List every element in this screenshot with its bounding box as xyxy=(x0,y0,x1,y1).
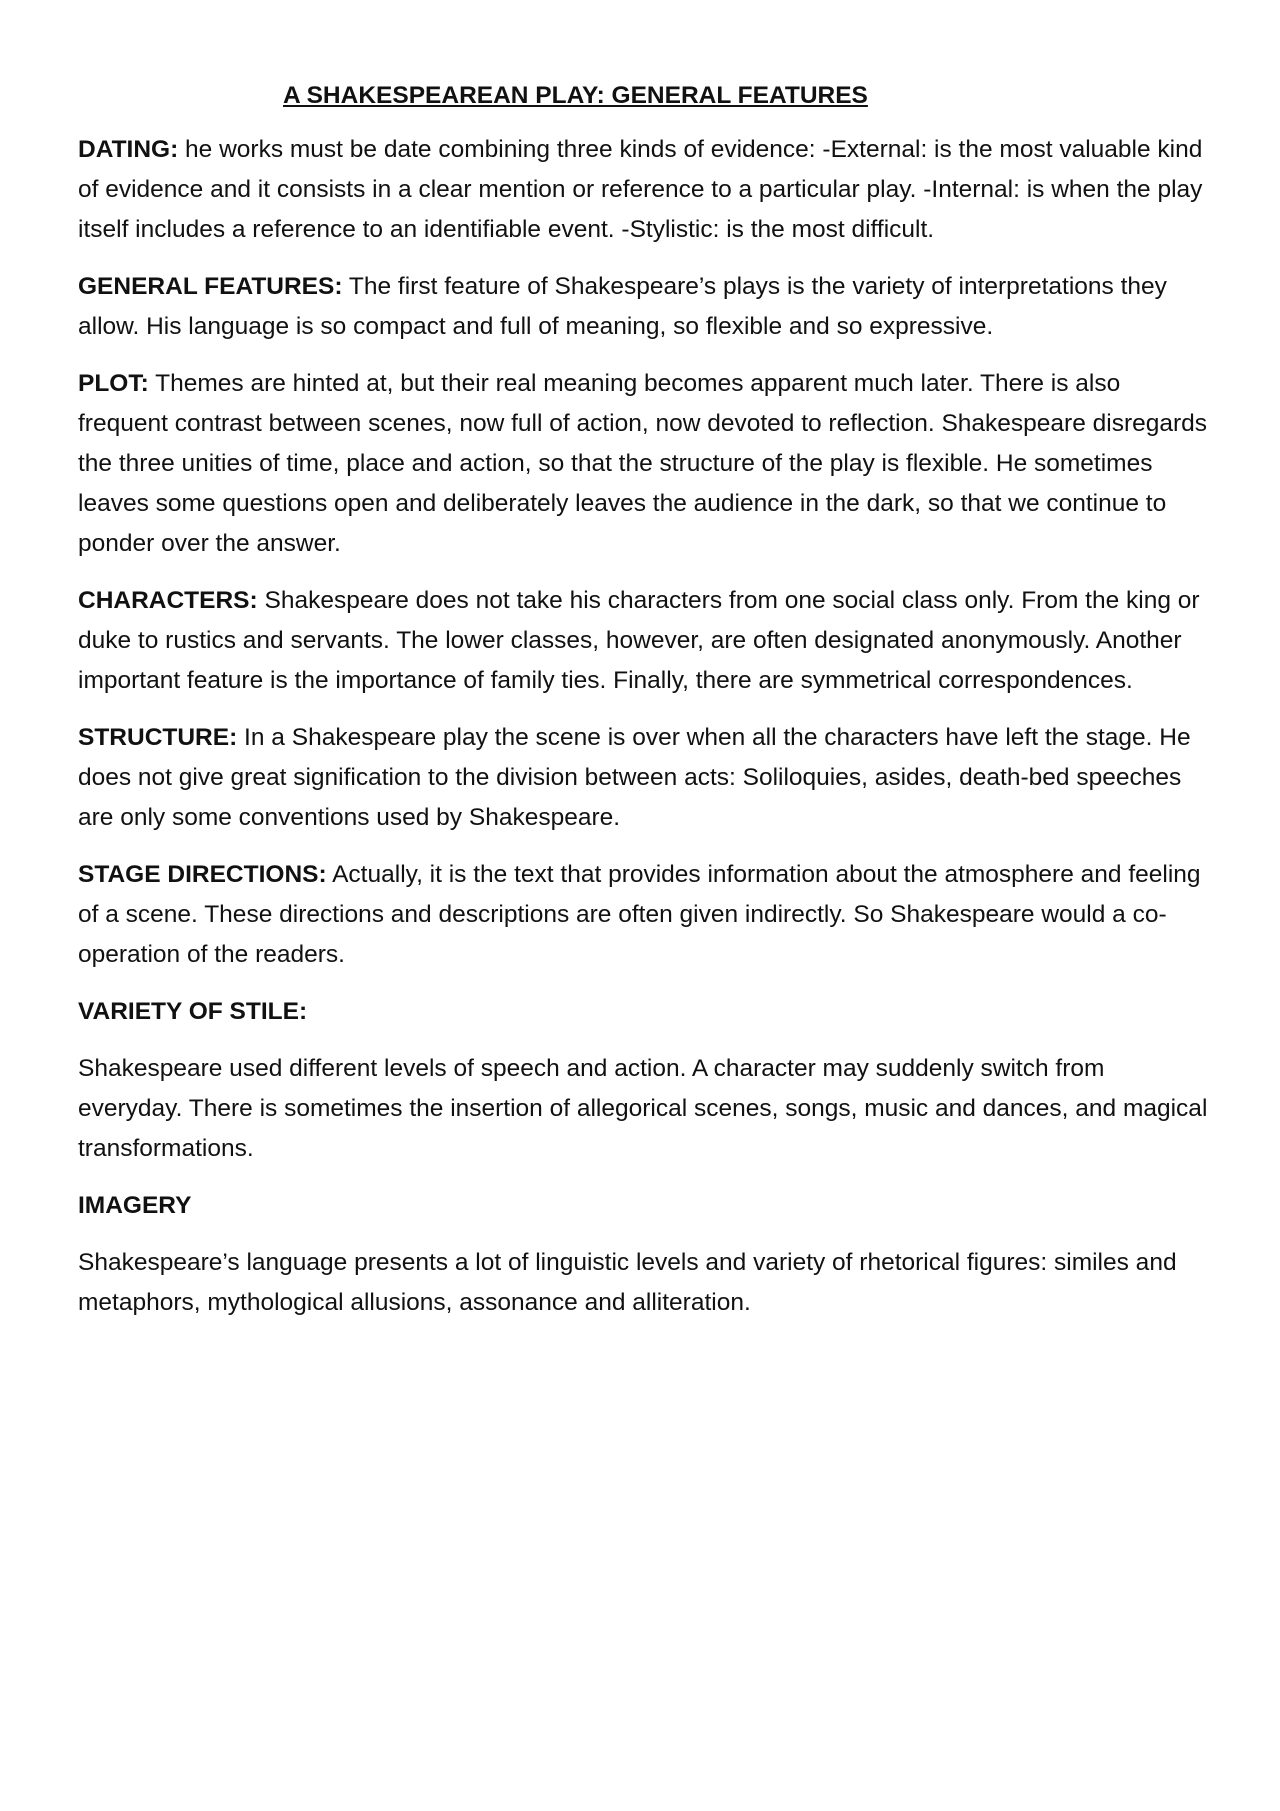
paragraph-general-features xyxy=(78,267,1208,347)
text-dating: he works must be date combining three kinds of evidence: -External: is the most valuable kind of evidence and it consists in a clear mention or reference to a particular play. -Internal: is when the play itself includes a reference to an identifiable event. -Stylistic: is the most difficult. xyxy=(78,136,1203,243)
paragraph-characters xyxy=(78,581,1208,701)
label-structure: STRUCTURE: xyxy=(78,724,238,751)
text-general-features: The first feature of Shakespeare’s plays is the variety of interpretations they allow. His language is so compact and full of meaning, so flexible and so expressive. xyxy=(78,273,1167,340)
heading-imagery: IMAGERY xyxy=(78,1192,192,1219)
paragraph-structure xyxy=(78,718,1208,838)
label-general-features: GENERAL FEATURES: xyxy=(78,273,343,300)
document-title: A SHAKESPEAREAN PLAY: GENERAL FEATURES xyxy=(283,82,868,109)
label-dating: DATING: xyxy=(78,136,179,163)
paragraph-stage-directions xyxy=(78,855,1208,975)
text-plot: Themes are hinted at, but their real meaning becomes apparent much later. There is also frequent contrast between scenes, now full of action, now devoted to reflection. Shakespeare disregards the three unities of time, place and action, so that the structure of the play is flexible. He sometimes leaves some questions open and deliberately leaves the audience in the dark, so that we continue to ponder over the answer. xyxy=(78,370,1208,557)
paragraph-imagery: Shakespeare’s language presents a lot of linguistic levels and variety of rhetorical figures: similes and metaphors, mythological allusions, assonance and alliteration. xyxy=(78,1249,1177,1316)
text-structure: In a Shakespeare play the scene is over when all the characters have left the stage. He does not give great signification to the division between acts: Soliloquies, asides, death-bed speeches are only some conventions used by Shakespeare. xyxy=(78,724,1191,831)
text-characters: Shakespeare does not take his characters from one social class only. From the king or duke to rustics and servants. The lower classes, however, are often designated anonymously. Another important feature is the importance of family ties. Finally, there are symmetrical correspondences. xyxy=(78,587,1200,694)
label-plot: PLOT: xyxy=(78,370,149,397)
label-characters: CHARACTERS: xyxy=(78,587,258,614)
text-stage-directions: Actually, it is the text that provides information about the atmosphere and feeling of a scene. These directions and descriptions are often given indirectly. So Shakespeare would a co-operation of the readers. xyxy=(78,861,1201,968)
heading-variety-of-stile: VARIETY OF STILE: xyxy=(78,998,308,1025)
paragraph-dating xyxy=(78,130,1208,250)
label-stage-directions: STAGE DIRECTIONS: xyxy=(78,861,327,888)
document-body xyxy=(78,76,1208,1340)
paragraph-plot xyxy=(78,364,1208,564)
paragraph-variety-of-stile: Shakespeare used different levels of speech and action. A character may suddenly switch from everyday. There is sometimes the insertion of allegorical scenes, songs, music and dances, and magical transformations. xyxy=(78,1055,1208,1162)
